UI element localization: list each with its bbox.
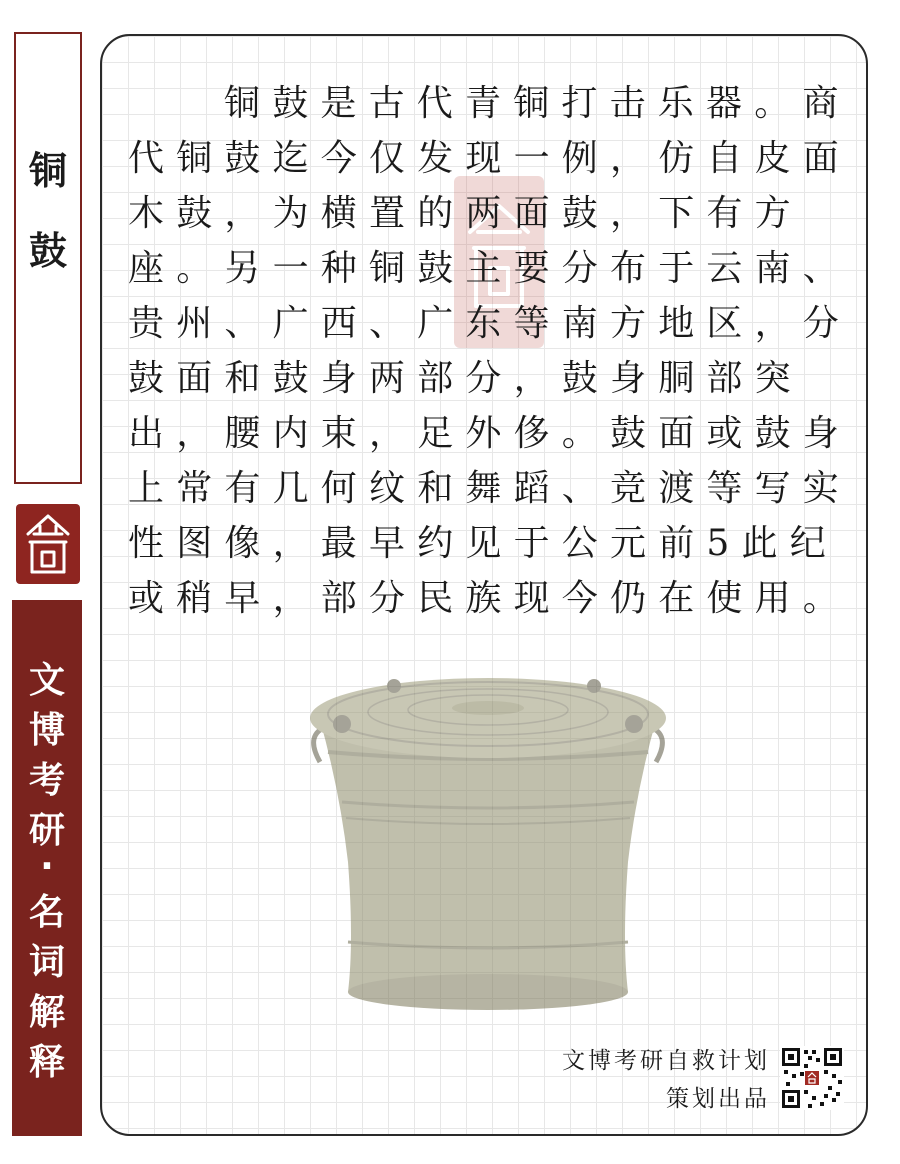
body-text: 铜鼓是古代青铜打击乐器。商代铜鼓迄今仅发现一例，仿自皮面木鼓，为横置的两面鼓，下有方座。另一种铜鼓主要分布于云南、贵州、广西、广东等南方地区，分鼓面和鼓身两部分，鼓身胴部突出，腰内束，足外侈。鼓面或鼓身上常有几何纹和舞蹈、竞渡等写实性图像，最早约见于公元前5此纪或稍早，部分民族现今仍在使用。 [128,83,852,619]
title-char-2: 鼓 [28,229,67,273]
seal-icon [16,504,80,584]
series-box [12,600,82,1136]
title-box [14,32,82,484]
series-char: 解 [28,992,65,1033]
series-char: 释 [28,1042,65,1083]
series-separator: · [40,846,54,887]
series-char: 名 [28,892,65,933]
series-char: 考 [28,760,65,801]
series-char: 文 [28,660,65,701]
qr-code-icon[interactable] [780,1046,844,1110]
series-char: 研 [28,810,65,851]
content-card [100,34,868,1136]
series-char: 博 [28,710,65,751]
series-char: 词 [28,942,65,983]
title-char-1: 铜 [28,149,67,193]
credit-line-1: 文博考研自救计划 [562,1048,770,1074]
bronze-drum-image [298,642,678,1014]
credit-line-2: 策划出品 [666,1086,770,1112]
